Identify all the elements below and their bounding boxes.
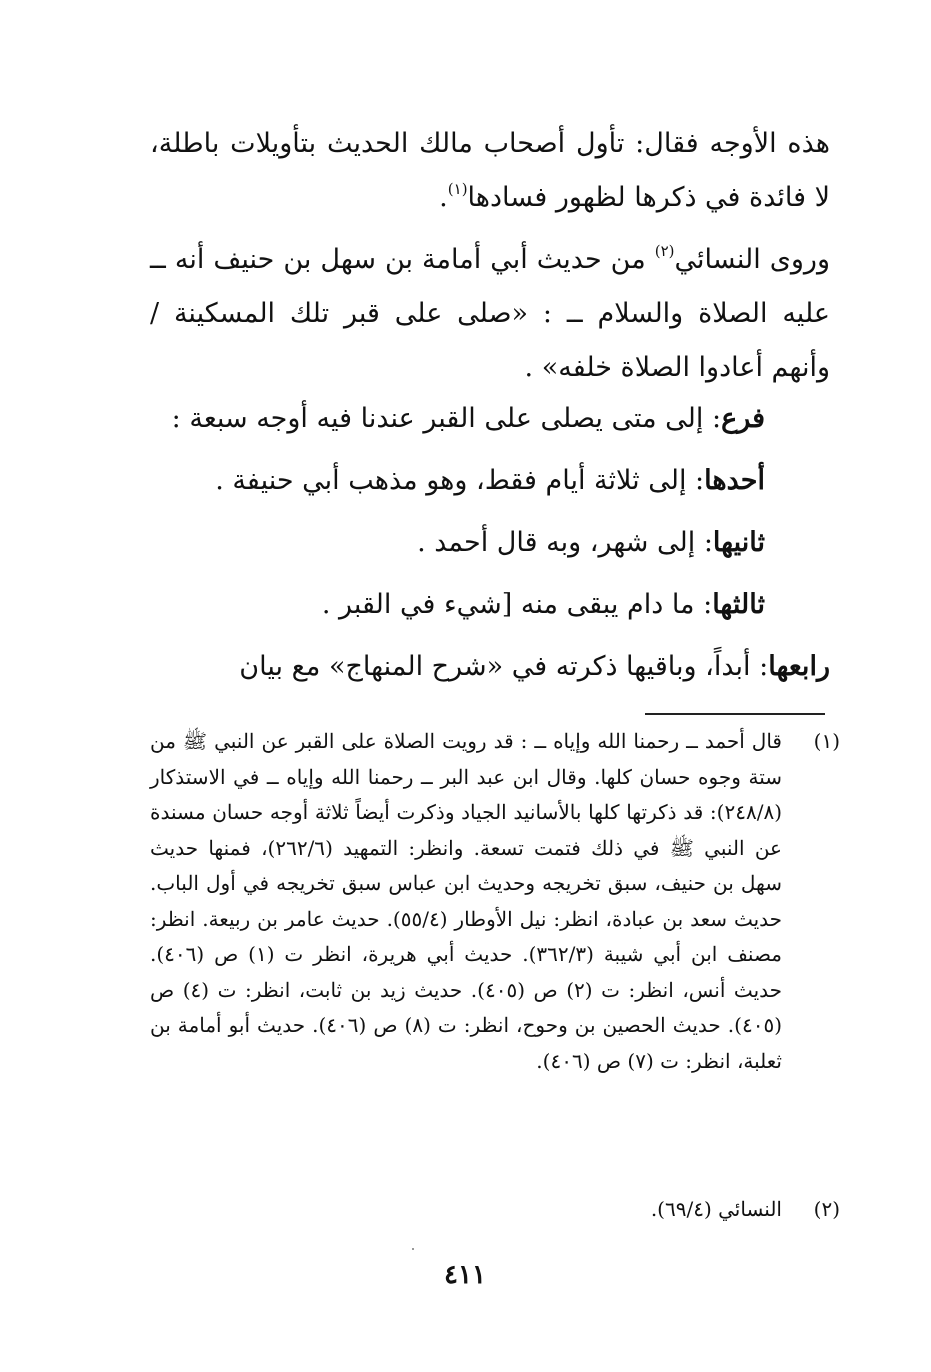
footnote-divider [645,713,825,715]
footnote-ref-2[interactable]: (٢) [654,242,675,260]
item-label: فرع [721,403,765,434]
list-item [150,578,765,632]
footnote-text: قال أحمد ــ رحمنا الله وإياه ــ : قد رويت الصلاة على القبر عن النبي ﷺ من ستة وجوه حسان كلها. وقال ابن عبد البر ــ رحمنا الله وإياه ــ في الاستذكار (٢٤٨/٨): قد ذكرتها كلها بالأسانيد الجياد وذكرت أيضاً ثلاثة أوجه حسان مسندة عن النبي ﷺ في ذلك فتمت تسعة. وانظر: التمهيد (٢٦٢/٦)، فمنها حديث سهل بن حنيف، سبق تخريجه وحديث ابن عباس سبق تخريجه في أول الباب. حديث سعد بن عبادة، انظر: نيل الأوطار (٥٥/٤). حديث عامر بن ربيعة. انظر: مصنف ابن أبي شيبة (٣٦٢/٣). حديث أبي هريرة، انظر ت (١) ص (٤٠٦). حديث أنس، انظر: ت (٢) ص (٤٠٥). حديث زيد بن ثابت، انظر: ت (٤) ص (٤٠٥). حديث الحصين بن وحوح، انظر: ت (٨) ص (٤٠٦). حديث أبو أمامة بن ثعلبة، انظر: ت (٧) ص (٤٠٦). [150,729,783,1073]
footnote-number: (١) [813,729,840,753]
item-text: : إلى ثلاثة أيام فقط، وهو مذهب أبي حنيفة . [215,465,705,496]
item-text: : أبداً، وباقيها ذكرته في «شرح المنهاج» مع بيان [239,651,769,682]
list-item [150,454,765,508]
paragraph-2 [150,233,830,395]
footnote-ref-1[interactable]: (١) [447,180,468,198]
item-text: : إلى شهر، وبه قال أحمد . [417,527,713,558]
paragraph-1-text: هذه الأوجه فقال: تأول أصحاب مالك الحديث بتأويلات باطلة، لا فائدة في ذكرها لظهور فسادها [150,128,830,213]
page-number: ٤١١ [444,1260,486,1290]
scan-speck [412,1248,414,1250]
item-label: ثالثها [712,589,765,620]
list-item [150,640,830,694]
list-item [150,516,765,570]
footnote-1 [150,724,840,1079]
item-label: أحدها [704,465,765,496]
footnote-2 [150,1192,840,1228]
item-text: : ما دام يبقى منه [شيء في القبر . [321,589,713,620]
list-item [150,392,765,446]
item-label: رابعها [768,651,830,682]
footnote-text: النسائي (٦٩/٤). [650,1197,782,1221]
paragraph-2-start: وروى النسائي [674,244,830,275]
footnote-number: (٢) [813,1197,840,1221]
item-label: ثانيها [712,527,765,558]
paragraph-2-text: من حديث أبي أمامة بن سهل بن حنيف أنه ــ عليه الصلاة والسلام ــ : «صلى على قبر تلك المسكينة / وأنهم أعادوا الصلاة خلفه» . [150,244,830,383]
paragraph-1 [150,117,830,225]
paragraph-1-end: . [439,182,448,213]
item-text: : إلى متى يصلى على القبر عندنا فيه أوجه سبعة : [171,403,722,434]
